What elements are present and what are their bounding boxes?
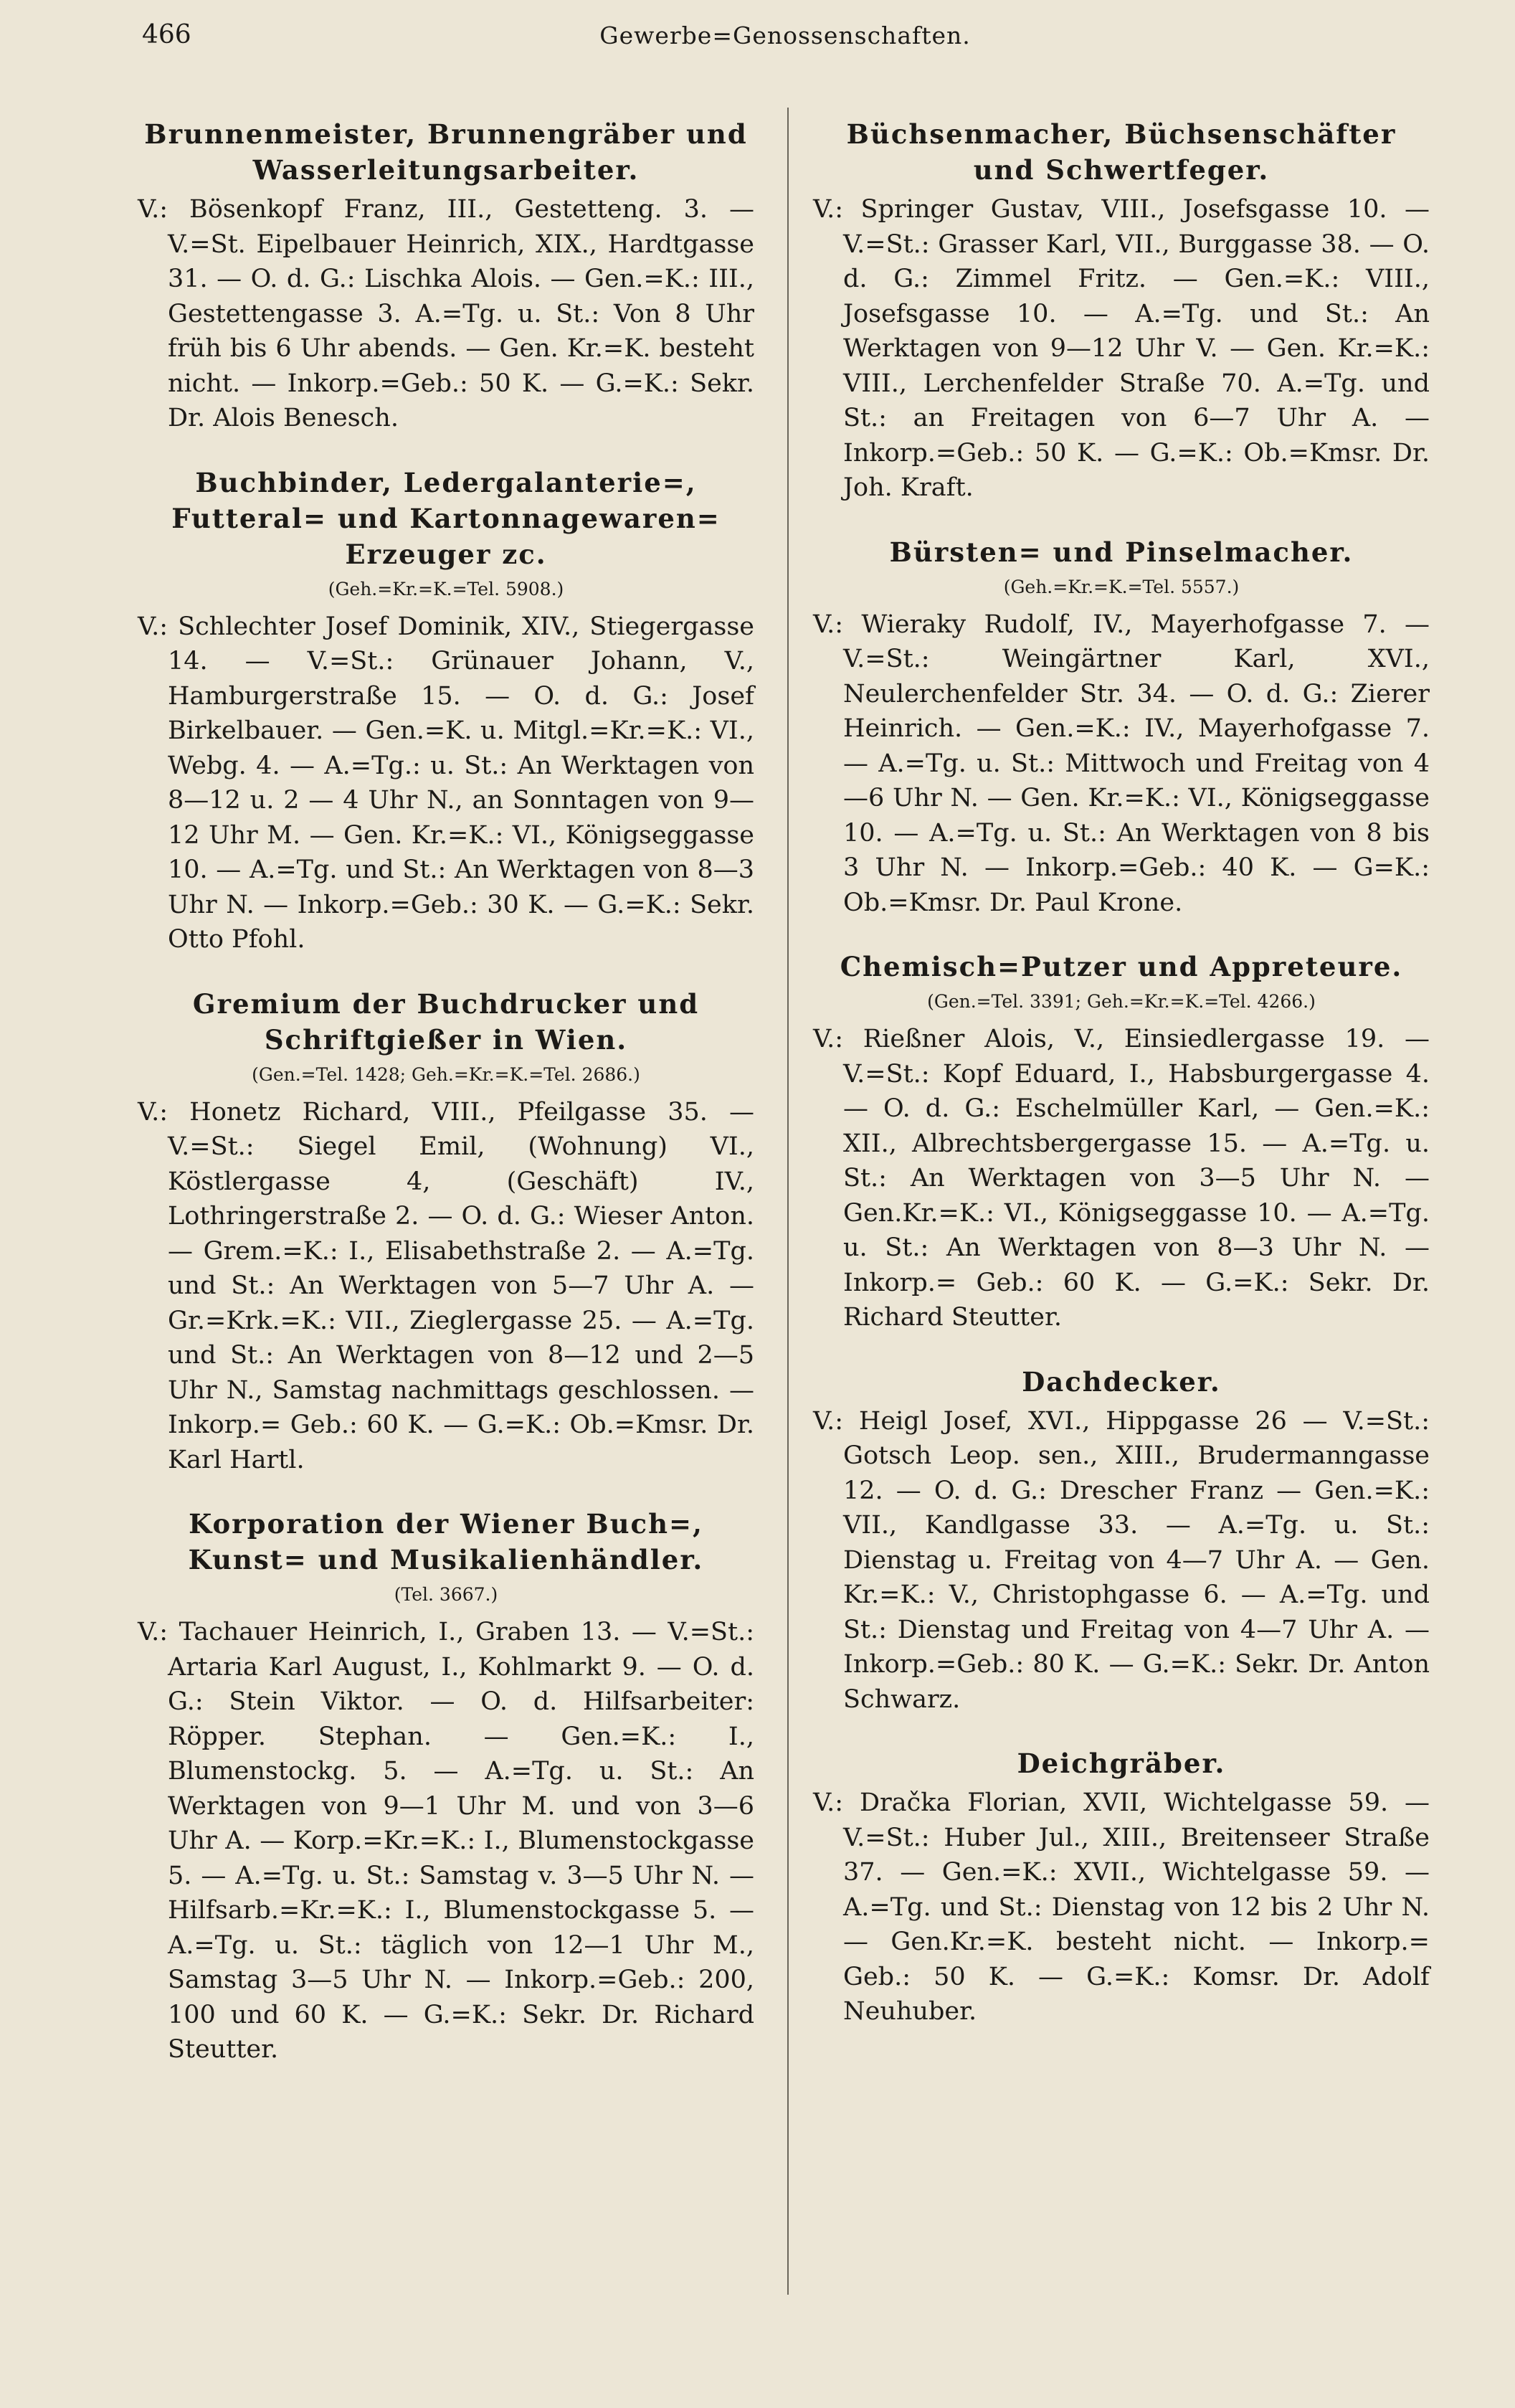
column-divider — [787, 108, 789, 2295]
page-number: 466 — [142, 20, 191, 49]
guild-entry — [813, 1364, 1430, 1717]
entry-heading: Bürsten= und Pinselmacher. — [889, 536, 1354, 568]
entry-body: V.: Tachauer Heinrich, I., Graben 13. — V.=St.: Artaria Karl August, I., Kohlmarkt 9. — O. d. G.: Stein Viktor. — O. d. Hilfsarbeiter: Röpper. Stephan. — Gen.=K.: I., Blumenstockg. 5. — A.=Tg. u. St.: An Werktagen von 9—1 Uhr M. und von 3—6 Uhr A. — Korp.=Kr.=K.: I., Blumenstockgasse 5. — A.=Tg. u. St.: Samstag v. 3—5 Uhr N. — Hilfsarb.=Kr.=K.: I., Blumenstockgasse 5. — A.=Tg. u. St.: täglich von 12—1 Uhr M., Samstag 3—5 Uhr N. — Inkorp.=Geb.: 200, 100 und 60 K. — G.=K.: Sekr. Dr. Richard Steutter. — [138, 1618, 754, 2064]
entry-body: V.: Wieraky Rudolf, IV., Mayerhofgasse 7. — V.=St.: Weingärtner Karl, XVI., Neulerchenfelder Str. 34. — O. d. G.: Zierer Heinrich. — Gen.=K.: IV., Mayerhofgasse 7. — A.=Tg. u. St.: Mittwoch und Freitag von 4—6 Uhr N. — Gen. Kr.=K.: VI., Königseggasse 10. — A.=Tg. u. St.: An Werktagen von 8 bis 3 Uhr N. — Inkorp.=Geb.: 40 K. — G=K.: Ob.=Kmsr. Dr. Paul Krone. — [813, 610, 1430, 917]
entry-body: V.: Honetz Richard, VIII., Pfeilgasse 35. — V.=St.: Siegel Emil, (Wohnung) VI., Köstlergasse 4, (Geschäft) IV., Lothringerstraße 2. — O. d. G.: Wieser Anton. — Grem.=K.: I., Elisabethstraße 2. — A.=Tg. und St.: An Werktagen von 5—7 Uhr A. — Gr.=Krk.=K.: VII., Zieglergasse 25. — A.=Tg. und St.: An Werktagen von 8—12 und 2—5 Uhr N., Samstag nachmittags geschlossen. — Inkorp.= Geb.: 60 K. — G.=K.: Ob.=Kmsr. Dr. Karl Hartl. — [138, 1097, 754, 1474]
running-title: Gewerbe=Genossenschaften. — [599, 22, 971, 49]
entry-telephone: (Gen.=Tel. 3391; Geh.=Kr.=K.=Tel. 4266.) — [927, 991, 1316, 1012]
entry-heading: Gremium der Buchdrucker und Schriftgießer in Wien. — [192, 987, 700, 1056]
entry-telephone: (Geh.=Kr.=K.=Tel. 5557.) — [1003, 576, 1240, 597]
entry-telephone: (Geh.=Kr.=K.=Tel. 5908.) — [328, 578, 564, 599]
guild-entry — [138, 465, 754, 957]
guild-entry — [813, 534, 1430, 921]
right-column — [813, 116, 1430, 2058]
page-header — [136, 14, 1434, 57]
entry-telephone: (Tel. 3667.) — [394, 1584, 498, 1605]
guild-entry — [138, 116, 754, 436]
entry-heading: Büchsenmacher, Büchsenschäfter und Schwertfeger. — [846, 118, 1397, 186]
entry-heading: Dachdecker. — [1022, 1365, 1221, 1398]
entry-heading: Brunnenmeister, Brunnengräber und Wasserleitungsarbeiter. — [144, 118, 748, 186]
entry-body: V.: Dračka Florian, XVII, Wichtelgasse 59. — V.=St.: Huber Jul., XIII., Breitenseer Straße 37. — Gen.=K.: XVII., Wichtelgasse 59. — A.=Tg. und St.: Dienstag von 12 bis 2 Uhr N. — Gen.Kr.=K. besteht nicht. — Inkorp.= Geb.: 50 K. — G.=K.: Komsr. Dr. Adolf Neuhuber. — [813, 1788, 1430, 2026]
entry-heading: Korporation der Wiener Buch=, Kunst= und Musikalienhändler. — [188, 1508, 704, 1575]
guild-entry — [813, 1745, 1430, 2029]
guild-entry — [138, 1506, 754, 2067]
entry-body: V.: Bösenkopf Franz, III., Gestetteng. 3. — V.=St. Eipelbauer Heinrich, XIX., Hardtgasse 31. — O. d. G.: Lischka Alois. — Gen.=K.: III., Gestettengasse 3. A.=Tg. u. St.: Von 8 Uhr früh bis 6 Uhr abends. — Gen. Kr.=K. besteht nicht. — Inkorp.=Geb.: 50 K. — G.=K.: Sekr. Dr. Alois Benesch. — [138, 195, 754, 432]
guild-entry — [813, 949, 1430, 1335]
entry-heading: Deichgräber. — [1017, 1748, 1226, 1779]
entry-body: V.: Springer Gustav, VIII., Josefsgasse 10. — V.=St.: Grasser Karl, VII., Burggasse 38. — O. d. G.: Zimmel Fritz. — Gen.=K.: VIII., Josefsgasse 10. — A.=Tg. und St.: An Werktagen von 9—12 Uhr V. — Gen. Kr.=K.: VIII., Lerchenfelder Straße 70. A.=Tg. und St.: an Freitagen von 6—7 Uhr A. — Inkorp.=Geb.: 50 K. — G.=K.: Ob.=Kmsr. Dr. Joh. Kraft. — [813, 195, 1430, 502]
entry-heading: Buchbinder, Ledergalanterie=, Futteral= und Kartonnagewaren= Erzeuger zc. — [171, 466, 721, 570]
entry-telephone: (Gen.=Tel. 1428; Geh.=Kr.=K.=Tel. 2686.) — [252, 1063, 640, 1085]
left-column — [138, 116, 754, 2096]
guild-entry — [138, 986, 754, 1478]
guild-entry — [813, 116, 1430, 506]
entry-body: V.: Rießner Alois, V., Einsiedlergasse 19. — V.=St.: Kopf Eduard, I., Habsburgergasse 4. — O. d. G.: Eschelmüller Karl, — Gen.=K.: XII., Albrechtsbergergasse 15. — A.=Tg. u. St.: An Werktagen von 3—5 Uhr N. — Gen.Kr.=K.: VI., Königseggasse 10. — A.=Tg. u. St.: An Werktagen von 8—3 Uhr N. — Inkorp.= Geb.: 60 K. — G.=K.: Sekr. Dr. Richard Steutter. — [813, 1025, 1430, 1332]
entry-body: V.: Schlechter Josef Dominik, XIV., Stiegergasse 14. — V.=St.: Grünauer Johann, V., Hamburgerstraße 15. — O. d. G.: Josef Birkelbauer. — Gen.=K. u. Mitgl.=Kr.=K.: VI., Webg. 4. — A.=Tg.: u. St.: An Werktagen von 8—12 u. 2 — 4 Uhr N., an Sonntagen von 9—12 Uhr M. — Gen. Kr.=K.: VI., Königseggasse 10. — A.=Tg. und St.: An Werktagen von 8—3 Uhr N. — Inkorp.=Geb.: 30 K. — G.=K.: Sekr. Otto Pfohl. — [138, 612, 754, 954]
entry-heading: Chemisch=Putzer und Appreteure. — [840, 951, 1403, 982]
entry-body: V.: Heigl Josef, XVI., Hippgasse 26 — V.=St.: Gotsch Leop. sen., XIII., Brudermanngasse 12. — O. d. G.: Drescher Franz — Gen.=K.: VII., Kandlgasse 33. — A.=Tg. u. St.: Dienstag u. Freitag von 4—7 Uhr A. — Gen. Kr.=K.: V., Christophgasse 6. — A.=Tg. und St.: Dienstag und Freitag von 4—7 Uhr A. — Inkorp.=Geb.: 80 K. — G.=K.: Sekr. Dr. Anton Schwarz. — [813, 1406, 1430, 1714]
